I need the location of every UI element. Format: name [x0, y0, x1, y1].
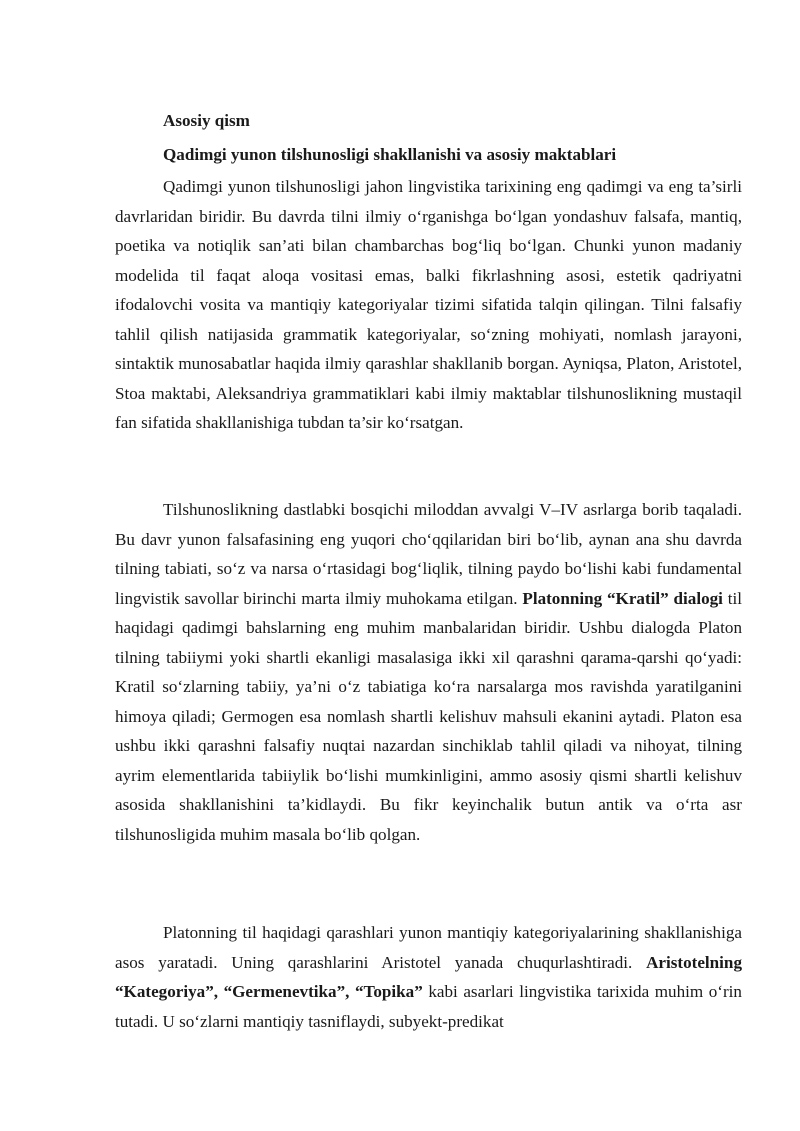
paragraph-2 — [115, 495, 742, 849]
subsection-heading: Qadimgi yunon tilshunosligi shakllanishi va asosiy maktablari — [163, 145, 617, 164]
section-heading: Asosiy qism — [163, 111, 250, 130]
paragraph-2-bold-title: Platonning “Kratil” dialogi — [522, 588, 723, 608]
paragraph-3-bold-title: Aristotelning “Kategoriya”, “Germenevtika”, “Topika” — [115, 952, 742, 1001]
paragraph-1-text: Qadimgi yunon tilshunosligi jahon lingvistika tarixining eng qadimgi va eng ta’sirli davrlaridan biridir. Bu davrda tilni ilmiy o‘rganishga bo‘lgan yondashuv falsafa, mantiq, poetika va notiqlik san’ati bilan chambarchas bog‘liq bo‘lgan. Chunki yunon madaniy modelida til faqat aloqa vositasi emas, balki fikrlashning asosi, estetik qadriyatni ifodalovchi vosita va mantiqiy kategoriyalar tizimi sifatida talqin qilingan. Tilni falsafiy tahlil qilish natijasida grammatik kategoriyalar, so‘zning mohiyati, nomlash jarayoni, sintaktik munosabatlar haqida ilmiy qarashlar shakllanib borgan. Ayniqsa, Platon, Aristotel, Stoa maktabi, Aleksandriya grammatiklari kabi ilmiy maktablar tilshunoslikning mustaqil fan sifatida shakllanishiga tubdan ta’sir ko‘rsatgan. — [115, 177, 742, 432]
paragraph-1 — [115, 172, 742, 438]
paragraph-2-rest: til haqidagi qadimgi bahslarning eng muhim manbalaridan biridir. Ushbu dialogda Platon tilning tabiiymi yoki shartli ekanligi masalasiga ikki xil qarashni qarama-qarshi qo‘yadi: Kratil so‘zlarning tabiiy, ya’ni o‘z tabiatiga ko‘ra narsalarga mos ravishda yaratilganini himoya qiladi; Germogen esa nomlash shartli kelishuv mahsuli ekanini aytadi. Platon esa ushbu ikki qarashni falsafiy nuqtai nazardan sinchiklab tahlil qiladi va nihoyat, tilning ayrim elementlarida tabiiylik bo‘lishi mumkinligini, ammo asosiy qismi shartli kelishuv asosida shakllanishini ta’kidlaydi. Bu fikr keyinchalik butun antik va o‘rta asr tilshunosligida muhim masala bo‘lib qolgan. — [115, 588, 742, 844]
paragraph-3 — [115, 918, 742, 1036]
paragraph-3-rest: kabi asarlari lingvistika tarixida muhim o‘rin tutadi. U so‘zlarni mantiqiy tasniflaydi, subyekt-predikat — [115, 982, 742, 1031]
paragraph-2-intro: Tilshunoslikning dastlabki bosqichi miloddan avvalgi V–IV asrlarga borib taqaladi. Bu davr yunon falsafasining eng yuqori cho‘qqilaridan biri bo‘lib, aynan ana shu davrda tilning tabiati, so‘z va narsa o‘rtasidagi bog‘liqlik, tilning paydo bo‘lishi kabi fundamental lingvistik savollar birinchi marta ilmiy muhokama etilgan. — [115, 500, 742, 608]
paragraph-3-intro: Platonning til haqidagi qarashlari yunon mantiqiy kategoriyalarining shakllanishiga asos yaratadi. Uning qarashlarini Aristotel yanada chuqurlashtiradi. — [115, 923, 742, 972]
